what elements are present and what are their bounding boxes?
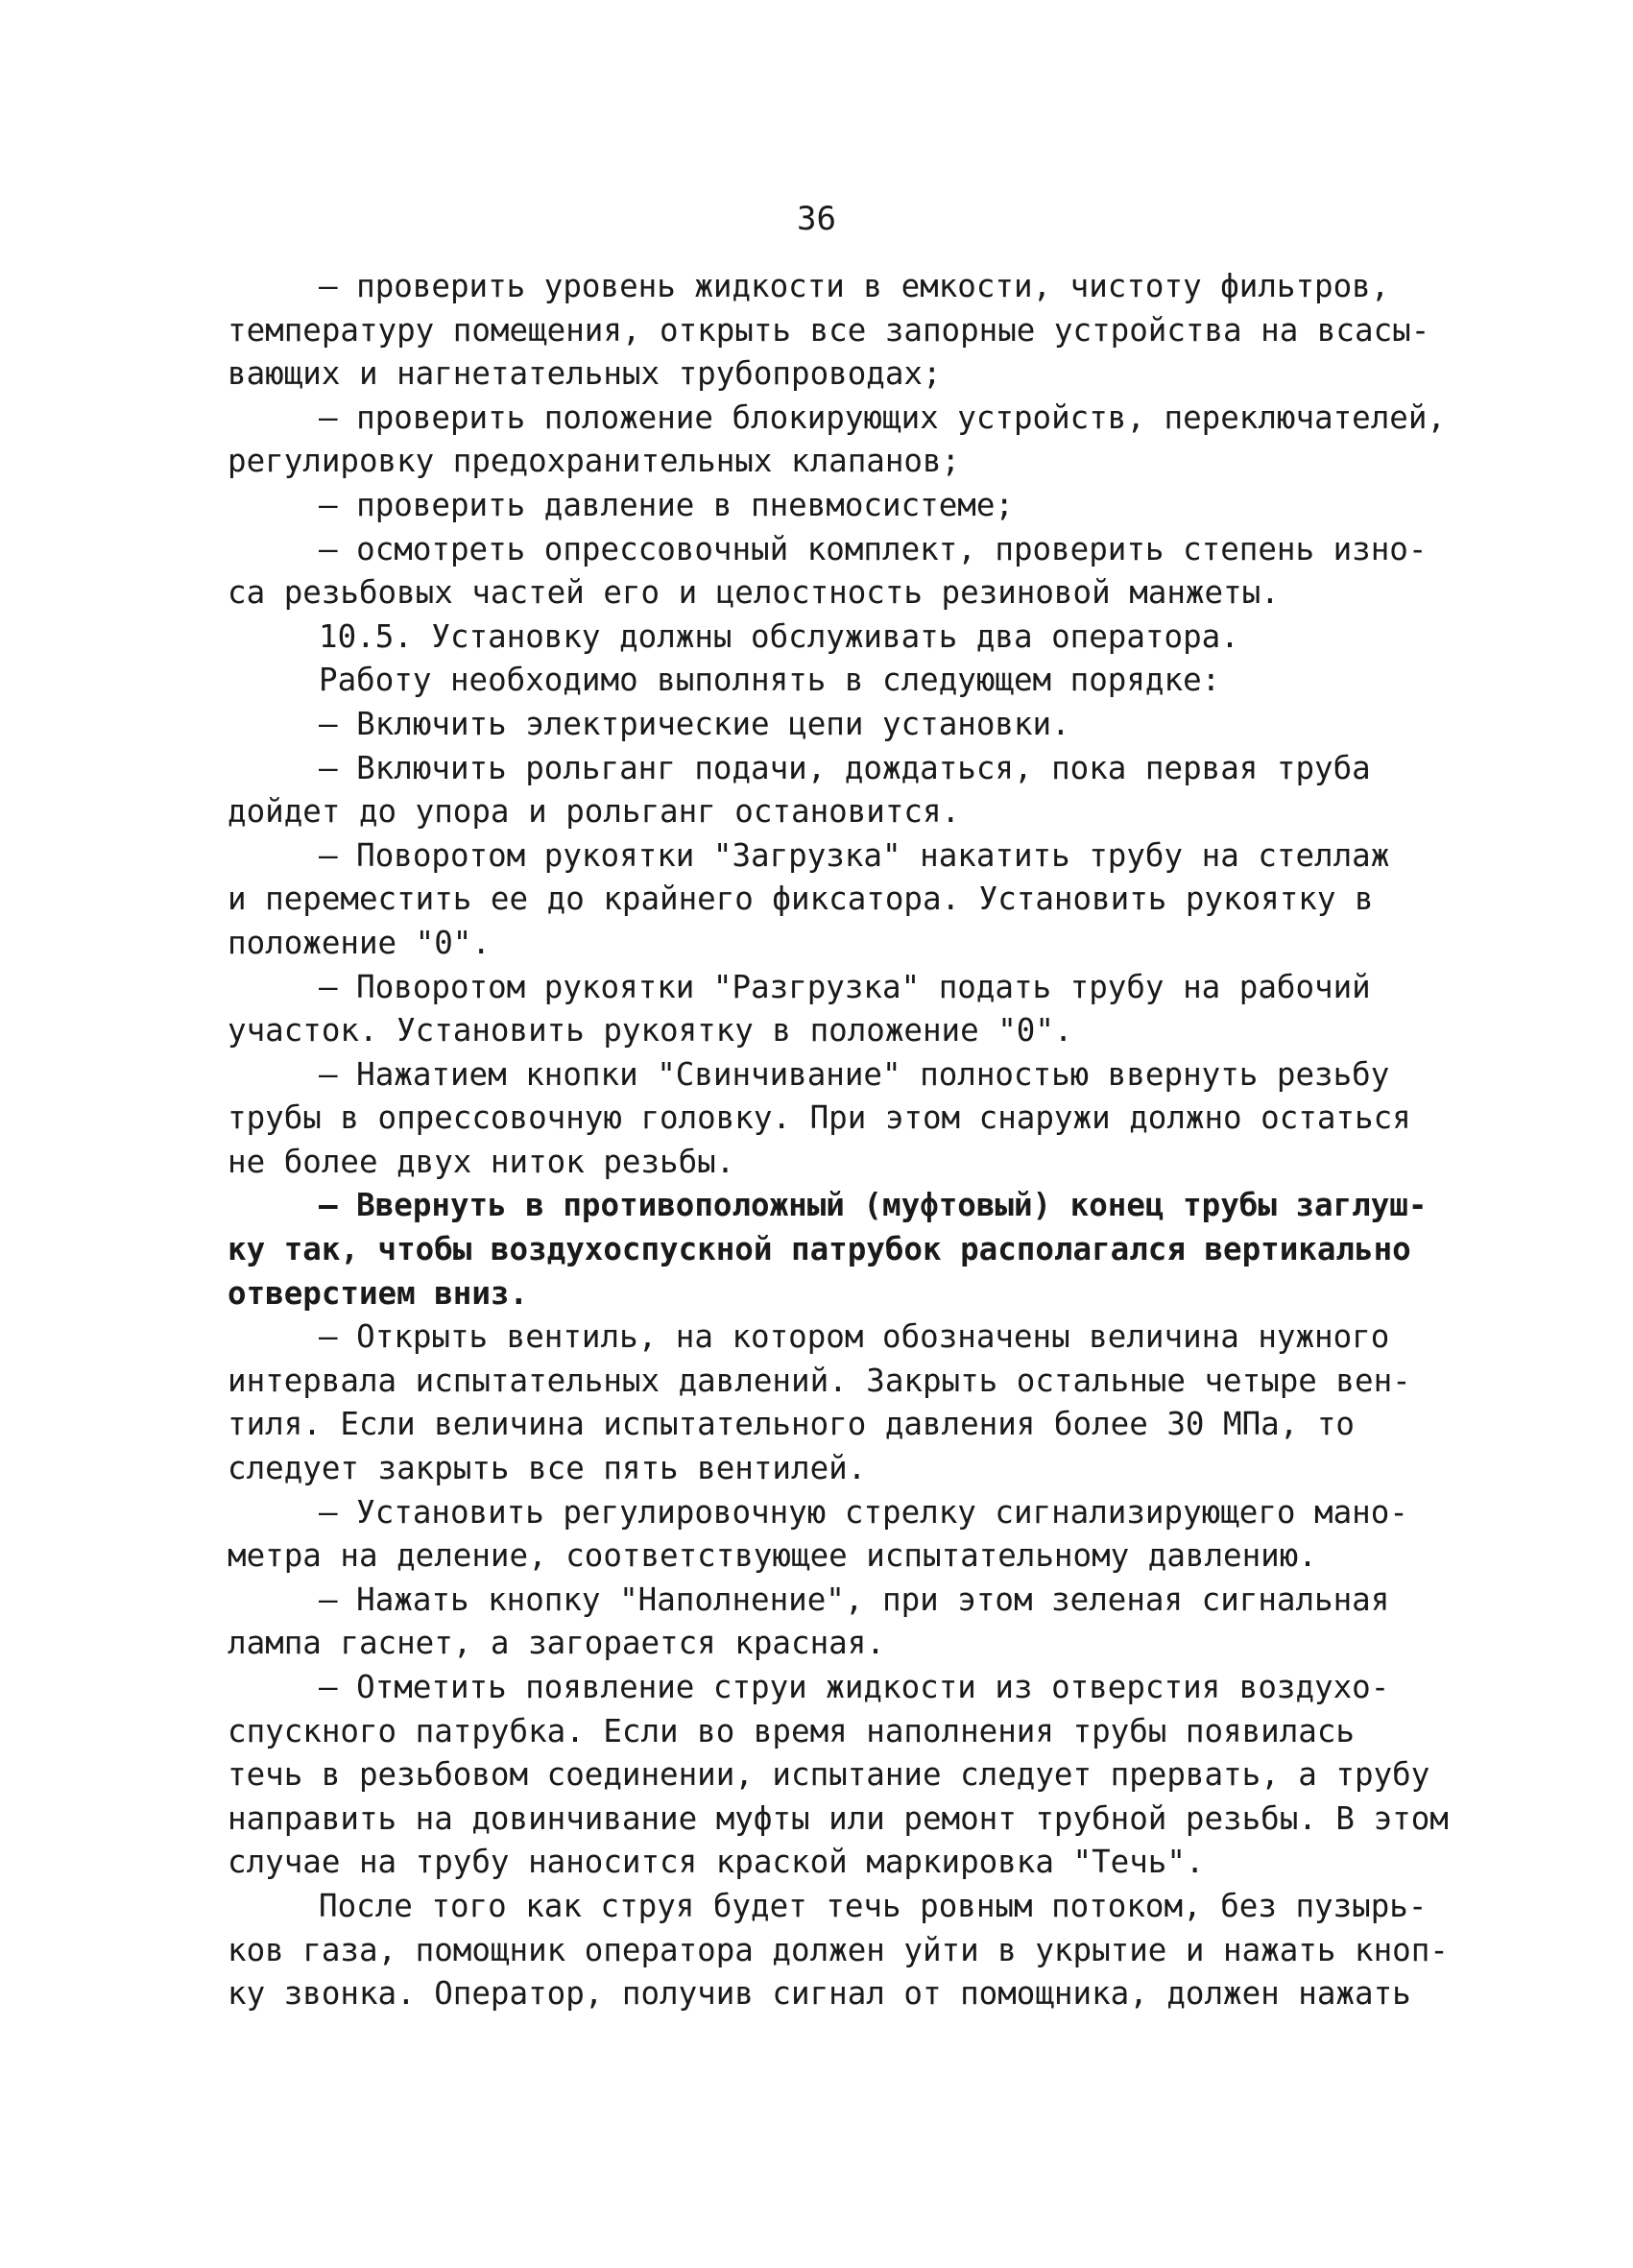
text-line: ку так, чтобы воздухоспускной патрубок располагался вертикально xyxy=(228,1231,1411,1268)
text-line: – Отметить появление струи жидкости из отверстия воздухо- xyxy=(319,1669,1390,1705)
text-line: трубы в опрессовочную головку. При этом снаружи должно остаться xyxy=(228,1099,1411,1137)
text-line: дойдет до упора и рольганг остановится. xyxy=(228,793,961,831)
text-line: отверстием вниз. xyxy=(228,1274,529,1312)
paragraph-11 xyxy=(228,1053,1418,1185)
paragraph-1 xyxy=(228,265,1430,397)
text-line: – осмотреть опрессовочный комплект, проверить степень изно- xyxy=(319,530,1428,567)
paragraph-15 xyxy=(228,1579,1418,1666)
text-line: – Включить электрические цепи установки. xyxy=(319,705,1070,742)
text-line: – Установить регулировочную стрелку сигнализирующего мано- xyxy=(319,1493,1408,1531)
text-line: – Поворотом рукоятки "Разгрузка" подать трубу на рабочий xyxy=(319,968,1371,1005)
paragraph-6 xyxy=(228,659,1418,703)
text-line: случае на трубу наносится краской маркировка "Течь". xyxy=(228,1844,1205,1881)
text-line: вающих и нагнетательных трубопроводах; xyxy=(228,355,942,393)
paragraph-10 xyxy=(228,966,1418,1053)
paragraph-12 xyxy=(228,1184,1428,1315)
text-line: спускного патрубка. Если во время наполнения трубы появилась xyxy=(228,1712,1355,1749)
text-line: метра на деление, соответствующее испытательному давлению. xyxy=(228,1537,1317,1575)
paragraph-14 xyxy=(228,1491,1418,1579)
text-line: не более двух ниток резьбы. xyxy=(228,1143,735,1180)
text-line: температуру помещения, открыть все запорные устройства на всасы- xyxy=(228,311,1430,349)
text-line: – проверить давление в пневмосистеме; xyxy=(319,486,1014,523)
text-line: – Включить рольганг подачи, дождаться, пока первая труба xyxy=(319,749,1371,786)
text-line: – Открыть вентиль, на котором обозначены величина нужного xyxy=(319,1318,1390,1356)
paragraph-5 xyxy=(228,615,1418,660)
paragraph-17 xyxy=(228,1885,1449,2016)
paragraph-8 xyxy=(228,747,1418,834)
paragraph-13 xyxy=(228,1315,1418,1490)
text-line: са резьбовых частей его и целостность резиновой манжеты. xyxy=(228,574,1280,612)
text-line: – Ввернуть в противоположный (муфтовый) конец трубы заглуш- xyxy=(319,1187,1428,1224)
text-line: тиля. Если величина испытательного давления более 30 МПа, то xyxy=(228,1406,1355,1443)
text-line: Работу необходимо выполнять в следующем порядке: xyxy=(319,662,1221,699)
text-line: и переместить ее до крайнего фиксатора. Установить рукоятку в xyxy=(228,881,1374,918)
text-line: – Нажать кнопку "Наполнение", при этом зеленая сигнальная xyxy=(319,1580,1390,1618)
text-line: регулировку предохранительных клапанов; xyxy=(228,443,961,480)
section-heading: 10.5. Установку должны обслуживать два оператора. xyxy=(319,617,1239,655)
paragraph-7 xyxy=(228,703,1418,747)
paragraph-3 xyxy=(228,484,1418,528)
text-line: После того как струя будет течь ровным потоком, без пузырь- xyxy=(319,1887,1428,1924)
paragraph-16 xyxy=(228,1666,1449,1885)
text-line: интервала испытательных давлений. Закрыть остальные четыре вен- xyxy=(228,1362,1411,1399)
paragraph-2 xyxy=(228,397,1446,484)
text-line: следует закрыть все пять вентилей. xyxy=(228,1450,867,1487)
text-line: лампа гаснет, а загорается красная. xyxy=(228,1625,885,1662)
text-line: направить на довинчивание муфты или ремонт трубной резьбы. В этом xyxy=(228,1799,1449,1837)
paragraph-9 xyxy=(228,834,1418,966)
paragraph-4 xyxy=(228,528,1428,615)
text-line: ку звонка. Оператор, получив сигнал от помощника, должен нажать xyxy=(228,1975,1411,2013)
page-number: 36 xyxy=(797,200,836,238)
text-line: ков газа, помощник оператора должен уйти в укрытие и нажать кноп- xyxy=(228,1931,1449,1968)
text-line: – проверить положение блокирующих устройств, переключателей, xyxy=(319,398,1446,436)
text-line: участок. Установить рукоятку в положение "0". xyxy=(228,1012,1073,1050)
document-body xyxy=(228,265,1449,2016)
text-line: – Поворотом рукоятки "Загрузка" накатить трубу на стеллаж xyxy=(319,836,1390,874)
text-line: – Нажатием кнопки "Свинчивание" полностью ввернуть резьбу xyxy=(319,1055,1390,1093)
text-line: – проверить уровень жидкости в емкости, чистоту фильтров, xyxy=(319,268,1390,304)
text-line: течь в резьбовом соединении, испытание следует прервать, а трубу xyxy=(228,1756,1430,1794)
text-line: положение "0". xyxy=(228,924,491,961)
